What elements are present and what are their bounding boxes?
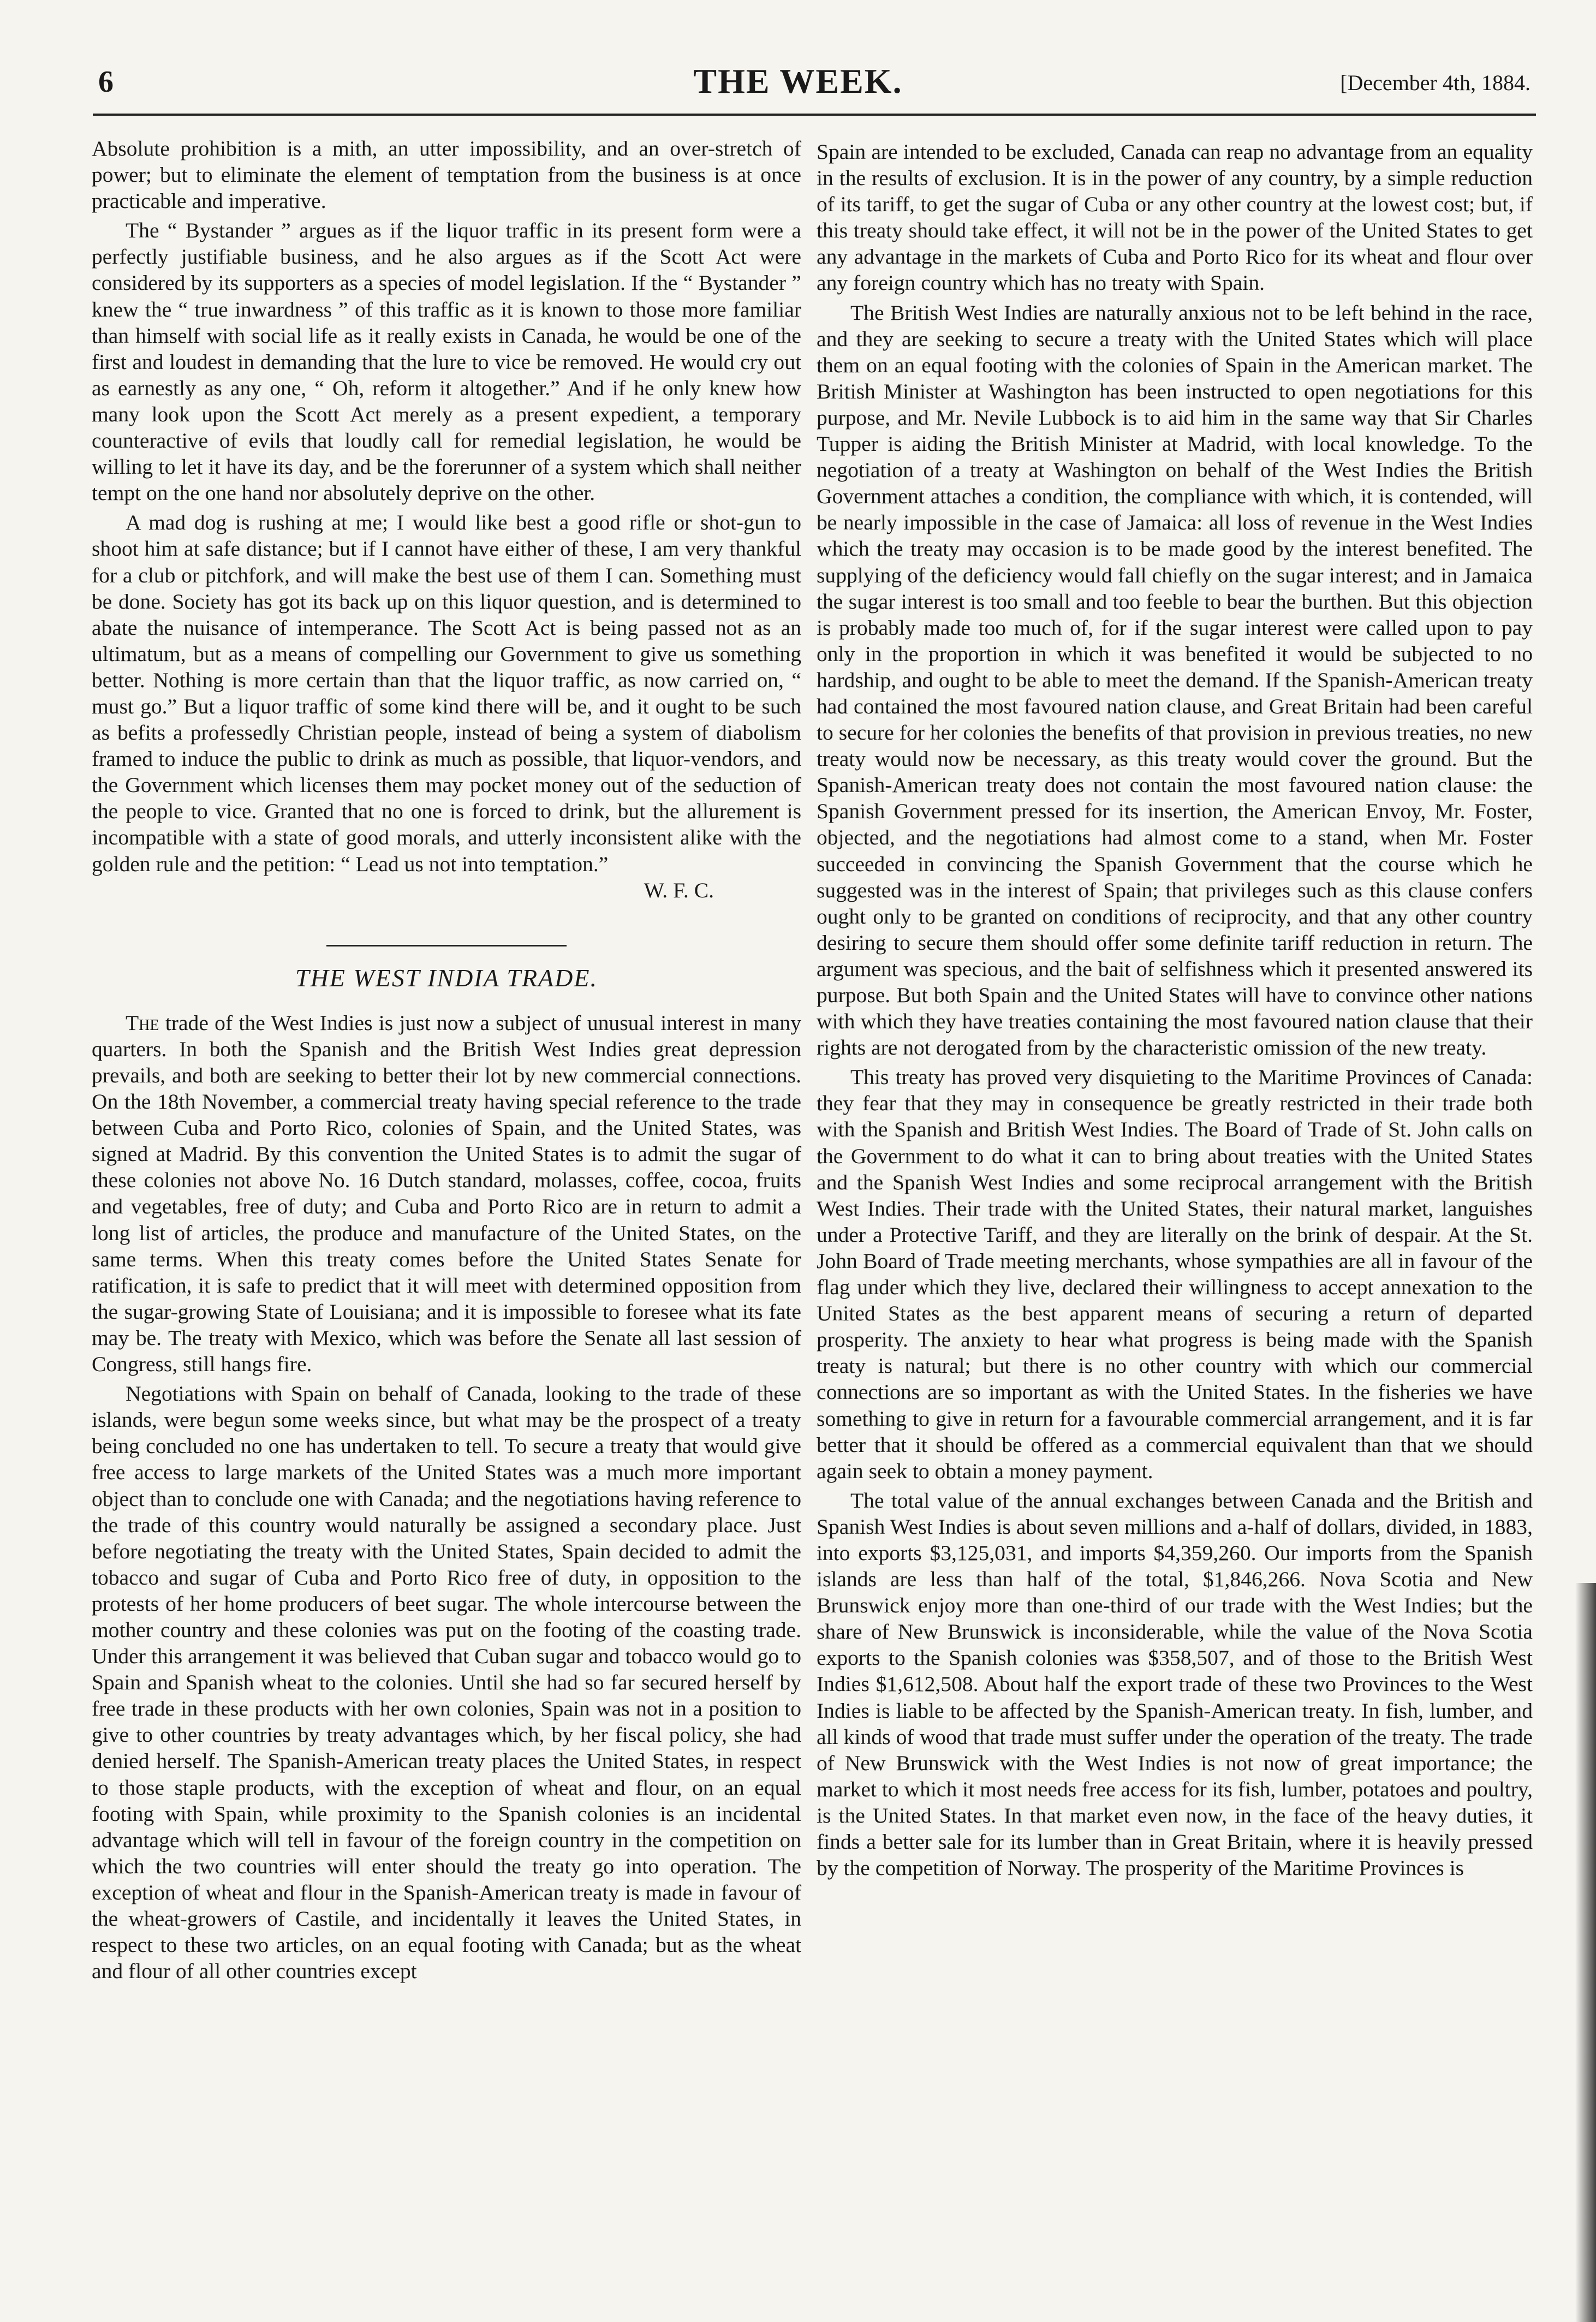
- left-column: [92, 135, 801, 1984]
- article-paragraph-5: This treaty has proved very disquieting to the Maritime Provinces of Canada: they fear that they may in consequence be greatly restricted in their trade both with the Spanish and British West Indies. The Board of Trade of St. John calls on the Government to do what it can to bring about treaties with the United States and the Spanish West Indies and some reciprocal arrangement with the British West Indies. Their trade with the United States, their natural market, languishes under a Protective Tariff, and they are literally on the brink of despair. At the St. John Board of Trade meeting merchants, whose sympathies are all in favour of the flag under which they live, declared their willingness to accept annexation to the United States as the best apparent means of securing a return of departed prosperity. The anxiety to hear what progress is being made with the Spanish treaty is natural; but there is no other country with which our commercial connections are so important as with the United States. In the fisheries we have something to give in return for a favourable commercial arrangement, and it is far better that it should be offered as a commercial equivalent than that we should again seek to obtain a money payment.: [817, 1065, 1533, 1483]
- article-lead-word: The: [126, 1010, 159, 1035]
- article-paragraph-1-text: trade of the West Indies is just now a subject of unusual interest in many quarters. In both the Spanish and the British West Indies great depression prevails, and both are seeking to better their lot by new commercial connections. On the 18th November, a commercial treaty having special reference to the trade between Cuba and Porto Rico, colonies of Spain, and the United States, was signed at Madrid. By this convention the United States is to admit the sugar of these colonies not above No. 16 Dutch standard, molasses, coffee, cocoa, fruits and vegetables, free of duty; and Cuba and Porto Rico are in return to admit a long list of articles, the produce and manufacture of the United States, on the same terms. When this treaty comes before the United States Senate for ratification, it is safe to predict that it will meet with determined opposition from the sugar-growing State of Louisiana; and it is impossible to foresee what its fate may be. The treaty with Mexico, which was before the Senate all last session of Congress, still hangs fire.: [92, 1010, 801, 1377]
- header-rule: [93, 114, 1536, 116]
- article-paragraph-2: Negotiations with Spain on behalf of Canada, looking to the trade of these islands, were begun some weeks since, but what may be the prospect of a treaty being concluded no one has undertaken to tell. To secure a treaty that would give free access to large markets of the United States was a much more important object than to conclude one with Canada; and the negotiations having reference to the trade of this country would naturally be assigned a secondary place. Just before negotiating the treaty with the United States, Spain decided to admit the tobacco and sugar of Cuba and Porto Rico free of duty, in opposition to the protests of her home producers of beet sugar. The whole intercourse between the mother country and these colonies was put on the footing of the coasting trade. Under this arrangement it was believed that Cuban sugar and tobacco would go to Spain and Spanish wheat to the colonies. Until she had so far secured herself by free trade in these products with her own colonies, Spain was not in a position to give to other countries by treaty advantages which, by her fiscal policy, she had denied herself. The Spanish-American treaty places the United States, in respect to those staple products, with the exception of wheat and flour, on an equal footing with Spain, while proximity to the Spanish colonies is an incidental advantage which will tell in favour of the foreign country in the competition on which the two countries will enter should the treaty go into operation. The exception of wheat and flour in the Spanish-American treaty is made in favour of the wheat-growers of Castile, and incidentally it leaves the United States, in respect to these two articles, on an equal footing with Canada; but as the wheat and flour of all other countries except: [92, 1382, 801, 1984]
- letter-signature: W. F. C.: [644, 878, 714, 902]
- article-paragraph-3: Spain are intended to be excluded, Canada can reap no advantage from an equality in the results of exclusion. It is in the power of any country, by a simple reduction of its tariff, to get the sugar of Cuba or any other country at the lowest cost; but, if this treaty should take effect, it will not be in the power of the United States to get any advantage in the markets of Cuba and Porto Rico for its wheat and flour over any foreign country which has no treaty with Spain.: [817, 140, 1533, 295]
- section-divider: [326, 945, 567, 946]
- page-number: 6: [98, 65, 114, 99]
- masthead-title: THE WEEK.: [693, 62, 903, 100]
- binding-edge-shadow: [1575, 1583, 1596, 2322]
- article-paragraph-4: The British West Indies are naturally anxious not to be left behind in the race, and they are seeking to secure a treaty with the United States which will place them on an equal footing with the colonies of Spain in the American market. The British Minister at Washington has been instructed to open negotiations for this purpose, and Mr. Nevile Lubbock is to aid him in the same way that Sir Charles Tupper is aiding the British Minister at Madrid, with local knowledge. To the negotiation of a treaty at Washington on behalf of the West Indies the British Government attaches a condition, the compliance with which, it is contended, will be nearly impossible in the case of Jamaica: all loss of revenue in the West Indies which the treaty may occasion is to be made good by the interest benefited. The supplying of the deficiency would fall chiefly on the sugar interest; and in Jamaica the sugar interest is too small and too feeble to bear the burthen. But this objection is probably made too much of, for if the sugar interest were called upon to pay only in the proportion in which it was benefited it would be subjected to no hardship, and ought to be able to meet the demand. If the Spanish-American treaty had contained the most favoured nation clause, and Great Britain had been careful to secure for her colonies the benefits of that provision in previous treaties, no new treaty would now be necessary, as this treaty would cover the ground. But the Spanish-American treaty does not contain the most favoured nation clause: the Spanish Government pressed for its insertion, the American Envoy, Mr. Foster, objected, and the negotiations had almost come to a stand, when Mr. Foster succeeded in convincing the Spanish Government that the course which he suggested was in the interest of Spain; that privileges such as this clause confers ought only to be granted on conditions of reciprocity, and that any other country desiring to secure them should offer some definite tariff reduction in return. The argument was specious, and the bait of selfishness which it presented answered its purpose. But both Spain and the United States will have to convince other nations with which they have treaties containing the most favoured nation clause that their rights are not derogated from by the characteristic omission of the new treaty.: [817, 300, 1533, 1060]
- issue-date: [December 4th, 1884.: [1340, 70, 1531, 95]
- letter-paragraph-1: Absolute prohibition is a mith, an utter impossibility, and an over-stretch of power; but to eliminate the element of temptation from the business is at once practicable and imperative.: [92, 136, 801, 213]
- article-paragraph-6: The total value of the annual exchanges between Canada and the British and Spanish West Indies is about seven millions and a-half of dollars, divided, in 1883, into exports $3,125,031, and imports $4,359,260. Our imports from the Spanish islands are less than half of the total, $1,846,266. Nova Scotia and New Brunswick enjoy more than one-third of our trade with the West Indies; but the share of New Brunswick is inconsiderable, while the value of the Nova Scotia exports to the Spanish colonies was $358,507, and of those to the British West Indies $1,612,508. About half the export trade of these two Provinces to the West Indies is liable to be affected by the Spanish-American treaty. In fish, lumber, and all kinds of wood that trade must suffer under the operation of the treaty. The trade of New Brunswick with the West Indies is not now of great importance; the market to which it most needs free access for its fish, lumber, potatoes and poultry, is the United States. In that market even now, in the face of the heavy duties, it finds a better sale for its lumber than in Great Britain, where it is heavily pressed by the competition of Norway. The prosperity of the Maritime Provinces is: [817, 1488, 1533, 1880]
- letter-paragraph-2: The “ Bystander ” argues as if the liquor traffic in its present form were a perfectly justifiable business, and he also argues as if the Scott Act were considered by its supporters as a species of model legislation. If the “ Bystander ” knew the “ true inwardness ” of this traffic as it is known to those more familiar than himself with social life as it really exists in Canada, he would be one of the first and loudest in demanding that the lure to vice be removed. He would cry out as earnestly as any one, “ Oh, reform it altogether.” And if he only knew how many look upon the Scott Act merely as a present expedient, a temporary counteractive of evils that loudly call for remedial legislation, he would be willing to let it have its day, and be the forerunner of a system which shall neither tempt on the one hand nor absolutely deprive on the other.: [92, 218, 801, 505]
- letter-paragraph-3: A mad dog is rushing at me; I would like best a good rifle or shot-gun to shoot him at safe distance; but if I cannot have either of these, I am very thankful for a club or pitchfork, and will make the best use of them I can. Something must be done. Society has got its back up on this liquor question, and is determined to abate the nuisance of intemperance. The Scott Act is being passed not as an ultimatum, but as a means of compelling our Government to give us something better. Nothing is more certain than that the liquor traffic, as now carried on, “ must go.” But a liquor traffic of some kind there will be, and it ought to be such as befits a professedly Christian people, instead of being a system of diabolism framed to induce the public to drink as much as possible, that liquor-vendors, and the Government which licenses them may pocket money out of the seduction of the people to vice. Granted that no one is forced to drink, but the allurement is incompatible with a state of good morals, and utterly inconsistent alike with the golden rule and the petition: “ Lead us not into temptation.”: [92, 510, 801, 876]
- article-title: THE WEST INDIA TRADE.: [295, 963, 598, 992]
- right-column: [817, 139, 1533, 1881]
- page-header: [0, 0, 1596, 131]
- signature-line: [92, 877, 801, 903]
- article-paragraph-1: [92, 1010, 801, 1377]
